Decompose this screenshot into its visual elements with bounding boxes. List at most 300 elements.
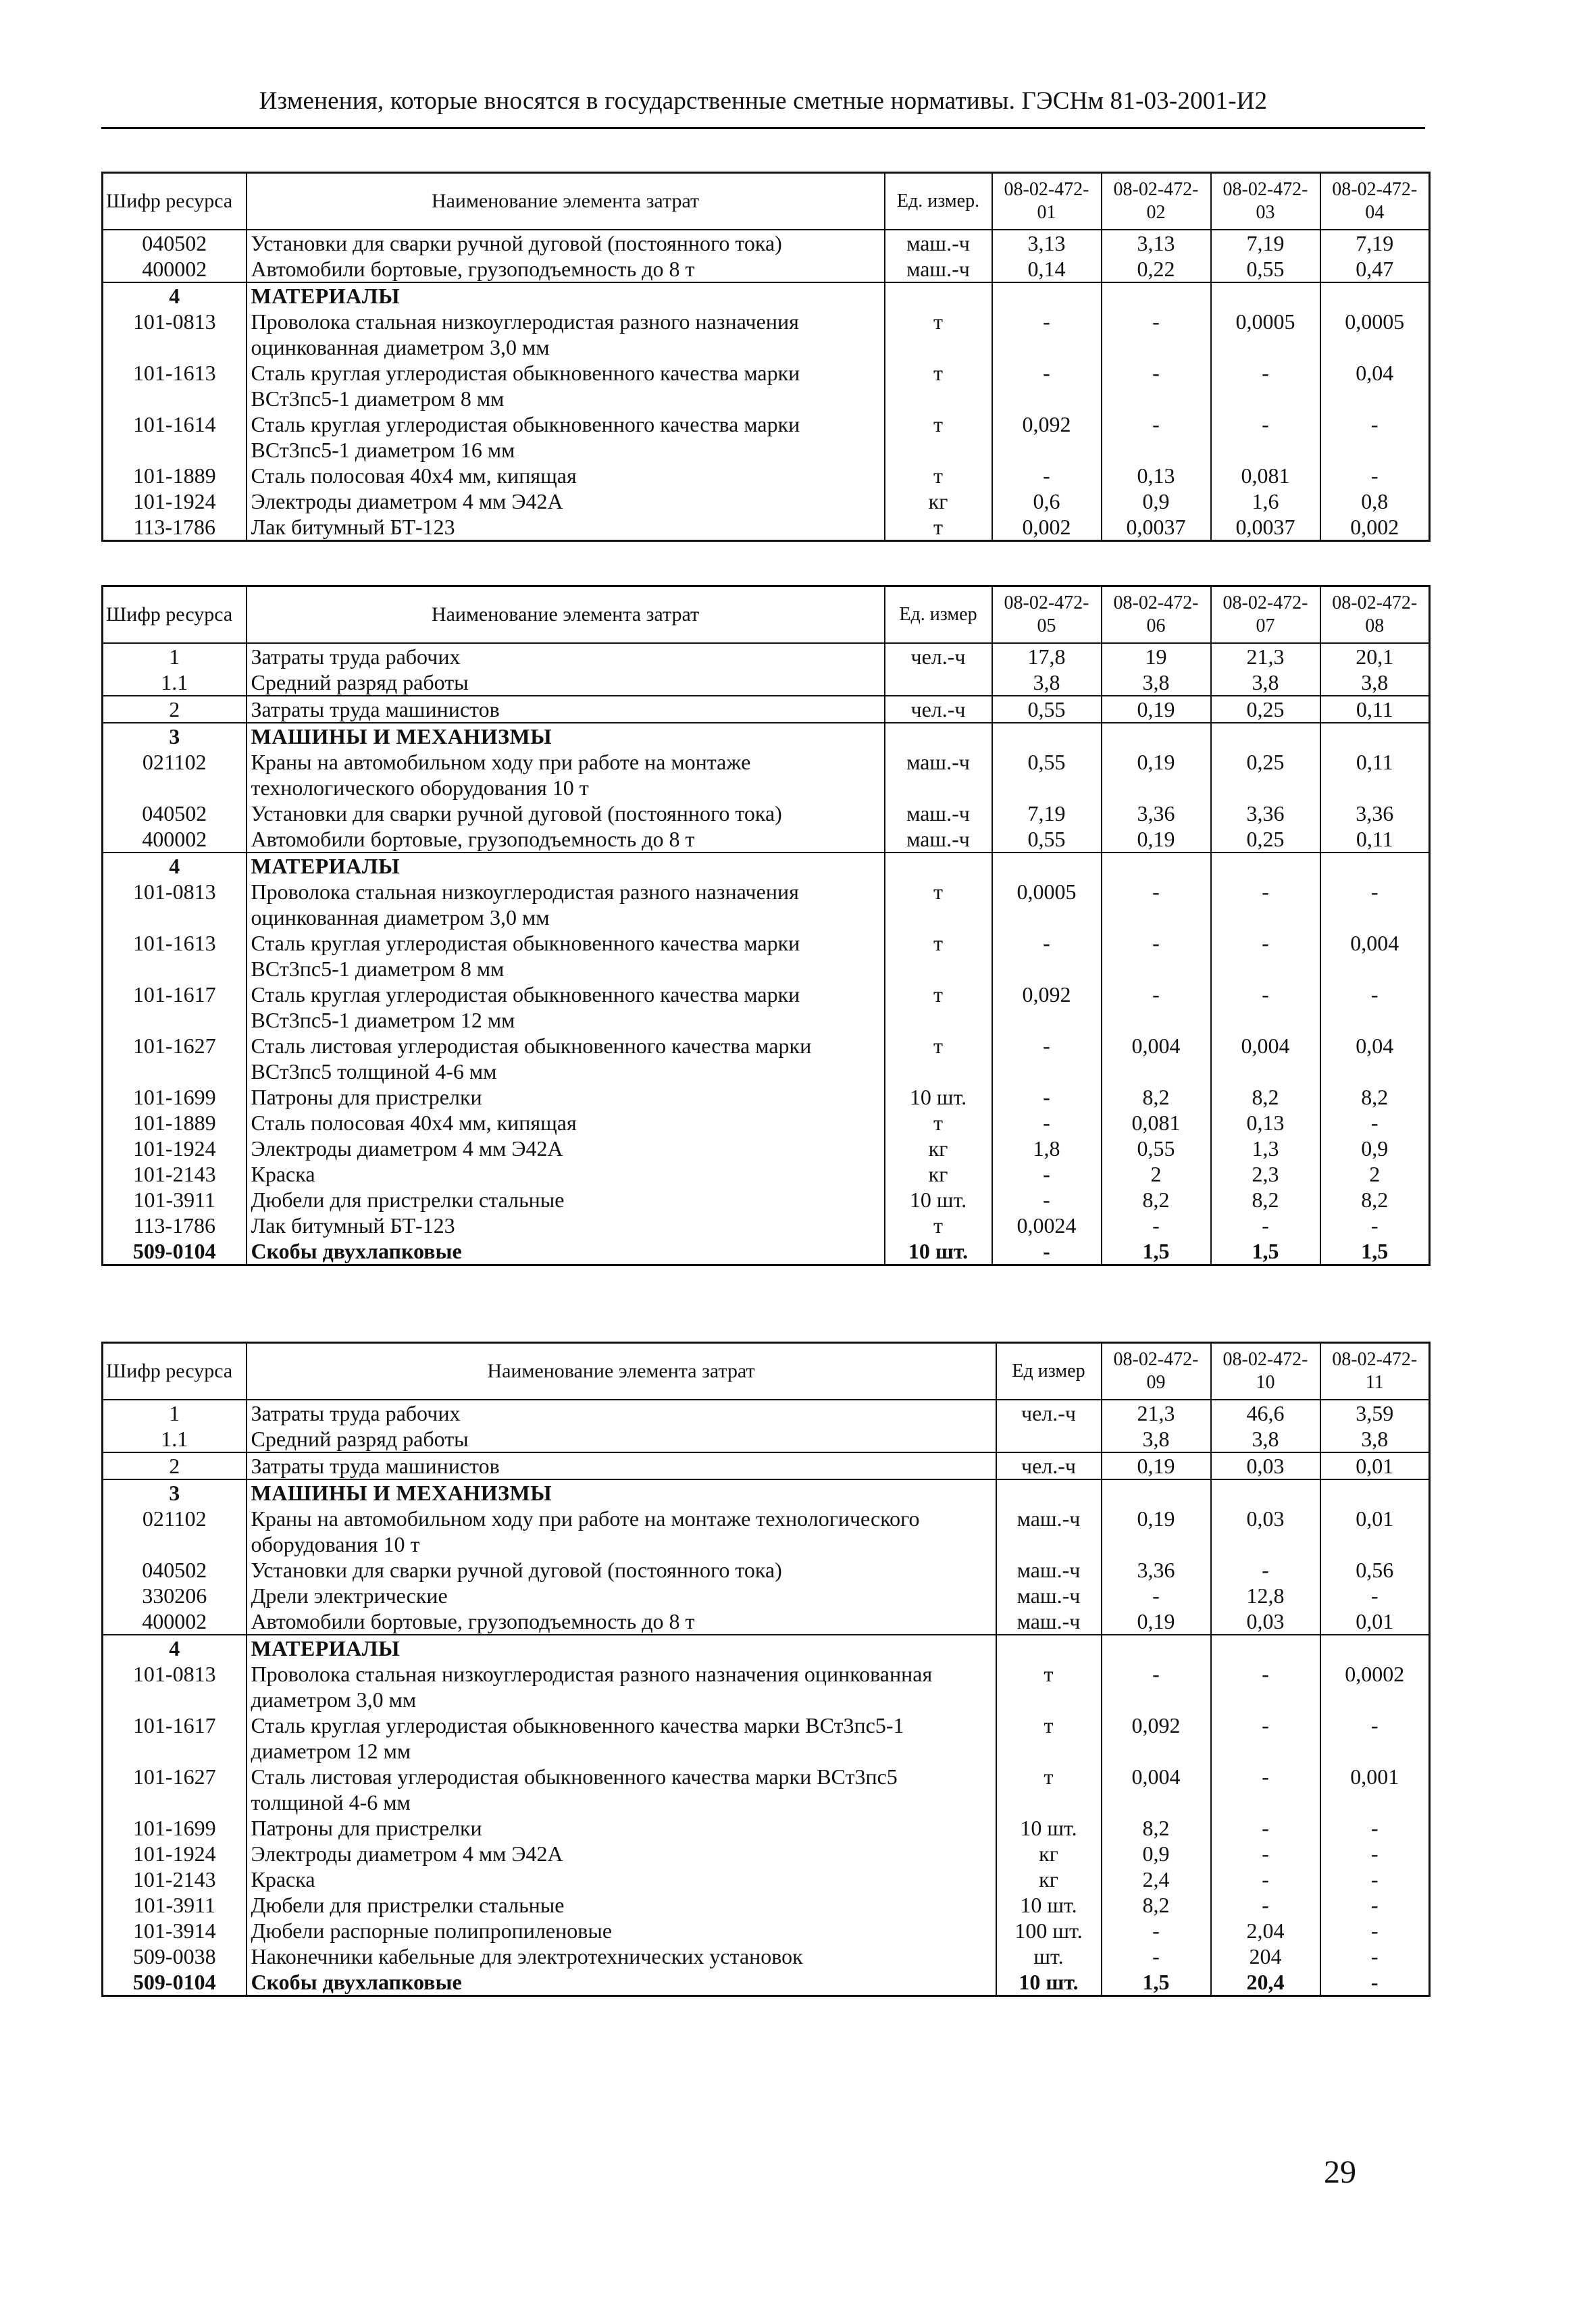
- header-col: 08-02-472-10: [1211, 1343, 1320, 1400]
- cell-code: 4: [103, 1635, 247, 1661]
- cell-value: 0,0005: [1320, 309, 1430, 360]
- table-row: [103, 488, 1430, 514]
- cell-value: 0,9: [1102, 488, 1211, 514]
- cell-value: 3,8: [1102, 1426, 1211, 1452]
- cell-code: 101-1889: [103, 1110, 247, 1136]
- table-row: [103, 696, 1430, 723]
- cell-code: 101-1924: [103, 488, 247, 514]
- header-name: Наименование элемента затрат: [247, 1343, 996, 1400]
- cell-value: 7,19: [1211, 230, 1320, 256]
- table-row: [103, 826, 1430, 853]
- cell-unit: маш.-ч: [996, 1506, 1102, 1557]
- cell-name: Проволока стальная низкоуглеродистая разного назначения оцинкованная диаметром 3,0 мм: [247, 309, 885, 360]
- cell-value: 1,6: [1211, 488, 1320, 514]
- cell-unit: чел.-ч: [885, 696, 992, 723]
- cell-value: -: [1102, 1583, 1211, 1608]
- cell-name: Затраты труда машинистов: [247, 696, 885, 723]
- cell-unit: маш.-ч: [885, 230, 992, 256]
- table-row: [103, 1506, 1430, 1557]
- cell-unit: 10 шт.: [885, 1187, 992, 1213]
- cell-value: 1,3: [1211, 1136, 1320, 1161]
- cell-value: 0,004: [1102, 1033, 1211, 1084]
- cell-value: 8,2: [1102, 1187, 1211, 1213]
- table-row: [103, 1815, 1430, 1841]
- cell-name: Сталь полосовая 40х4 мм, кипящая: [247, 463, 885, 488]
- cell-name: Патроны для пристрелки: [247, 1084, 885, 1110]
- header-unit: Ед. измер: [885, 586, 992, 644]
- cell-value: 3,8: [1102, 669, 1211, 696]
- cell-value: -: [1211, 1661, 1320, 1712]
- cell-code: 1: [103, 1400, 247, 1426]
- cell-value: 0,11: [1320, 826, 1430, 853]
- cell-value: 8,2: [1320, 1187, 1430, 1213]
- cell-unit: маш.-ч: [885, 256, 992, 282]
- cell-unit: т: [885, 1110, 992, 1136]
- cell-value: 0,19: [1102, 696, 1211, 723]
- cell-value: 0,03: [1211, 1608, 1320, 1635]
- cell-code: 1.1: [103, 1426, 247, 1452]
- table-row: [103, 360, 1430, 411]
- cell-value: -: [1102, 1661, 1211, 1712]
- cell-unit: [996, 1426, 1102, 1452]
- cell-value: 0,0005: [1211, 309, 1320, 360]
- table-row: [103, 1661, 1430, 1712]
- cell-value: 8,2: [1102, 1892, 1211, 1918]
- table-row: [103, 1400, 1430, 1426]
- cell-value: 0,081: [1102, 1110, 1211, 1136]
- cell-value: 0,092: [992, 411, 1102, 463]
- cell-value: -: [1320, 1892, 1430, 1918]
- cell-value: -: [1320, 1969, 1430, 1996]
- cell-value: -: [1211, 1841, 1320, 1866]
- cell-value: [1211, 853, 1320, 879]
- cell-value: 12,8: [1211, 1583, 1320, 1608]
- cell-value: 1,5: [1211, 1238, 1320, 1265]
- cell-value: [992, 853, 1102, 879]
- cell-code: 509-0038: [103, 1943, 247, 1969]
- cell-value: 0,56: [1320, 1557, 1430, 1583]
- section-row: [103, 723, 1430, 749]
- cell-name: Краны на автомобильном ходу при работе на монтаже технологического оборудования 10 т: [247, 1506, 996, 1557]
- cell-value: 8,2: [1211, 1187, 1320, 1213]
- cell-value: 0,11: [1320, 749, 1430, 800]
- cell-value: 1,5: [1102, 1969, 1211, 1996]
- table-row: [103, 1426, 1430, 1452]
- cell-code: 040502: [103, 800, 247, 826]
- cell-value: 0,002: [992, 514, 1102, 541]
- cell-unit: [885, 282, 992, 309]
- table-row: [103, 1110, 1430, 1136]
- cell-code: 101-1627: [103, 1764, 247, 1815]
- cell-value: -: [1102, 411, 1211, 463]
- cell-code: 101-1617: [103, 1712, 247, 1764]
- cell-code: 021102: [103, 749, 247, 800]
- cell-value: -: [1102, 879, 1211, 930]
- cell-value: [1102, 1635, 1211, 1661]
- cell-unit: кг: [996, 1866, 1102, 1892]
- header-col: 08-02-472-09: [1102, 1343, 1211, 1400]
- cell-unit: т: [885, 360, 992, 411]
- section-row: [103, 853, 1430, 879]
- cell-unit: маш.-ч: [885, 749, 992, 800]
- cell-code: 509-0104: [103, 1969, 247, 1996]
- cell-value: -: [1320, 1110, 1430, 1136]
- cell-value: -: [1211, 411, 1320, 463]
- cell-code: 101-1627: [103, 1033, 247, 1084]
- cell-code: 101-1889: [103, 463, 247, 488]
- header-col: 08-02-472-01: [992, 173, 1102, 230]
- cell-value: 7,19: [1320, 230, 1430, 256]
- cell-unit: маш.-ч: [996, 1608, 1102, 1635]
- cell-code: 101-1699: [103, 1815, 247, 1841]
- table-row: [103, 1918, 1430, 1943]
- table-row: [103, 1161, 1430, 1187]
- cell-name: Проволока стальная низкоуглеродистая разного назначения оцинкованная диаметром 3,0 мм: [247, 879, 885, 930]
- section-title: МАШИНЫ И МЕХАНИЗМЫ: [247, 723, 885, 749]
- cell-value: -: [992, 1033, 1102, 1084]
- cell-value: [992, 723, 1102, 749]
- cell-unit: т: [996, 1661, 1102, 1712]
- cell-value: 1,5: [1102, 1238, 1211, 1265]
- cell-value: 0,25: [1211, 696, 1320, 723]
- cell-name: Затраты труда рабочих: [247, 643, 885, 669]
- cell-value: 0,081: [1211, 463, 1320, 488]
- page-number: 29: [1324, 2154, 1356, 2190]
- table-row: [103, 1608, 1430, 1635]
- table-row: [103, 643, 1430, 669]
- table-row: [103, 1841, 1430, 1866]
- cell-value: 0,25: [1211, 826, 1320, 853]
- cell-value: -: [1320, 879, 1430, 930]
- cell-value: -: [1102, 930, 1211, 982]
- cell-value: 0,04: [1320, 360, 1430, 411]
- cell-value: 2,04: [1211, 1918, 1320, 1943]
- cell-code: 101-3911: [103, 1187, 247, 1213]
- cell-name: Сталь круглая углеродистая обыкновенного качества марки ВСт3пс5-1 диаметром 12 мм: [247, 1712, 996, 1764]
- cell-value: 20,4: [1211, 1969, 1320, 1996]
- cell-unit: [885, 723, 992, 749]
- cell-value: 0,55: [992, 826, 1102, 853]
- cell-value: [1102, 1479, 1211, 1506]
- cell-name: Затраты труда рабочих: [247, 1400, 996, 1426]
- cell-value: -: [1211, 1213, 1320, 1238]
- table-row: [103, 1892, 1430, 1918]
- table-row: [103, 1238, 1430, 1265]
- cell-code: 113-1786: [103, 1213, 247, 1238]
- cell-value: -: [1320, 982, 1430, 1033]
- header-col: 08-02-472-11: [1320, 1343, 1430, 1400]
- cell-value: 3,36: [1320, 800, 1430, 826]
- cell-value: [1211, 1635, 1320, 1661]
- table-row: [103, 749, 1430, 800]
- cell-value: [1211, 282, 1320, 309]
- cell-unit: 10 шт.: [996, 1969, 1102, 1996]
- cell-value: 3,8: [1320, 1426, 1430, 1452]
- cell-value: -: [1102, 309, 1211, 360]
- cell-value: -: [1102, 1213, 1211, 1238]
- cell-value: -: [1320, 1866, 1430, 1892]
- cell-value: 0,19: [1102, 1608, 1211, 1635]
- cell-value: 0,0002: [1320, 1661, 1430, 1712]
- cell-value: 0,9: [1102, 1841, 1211, 1866]
- cell-value: -: [1320, 1712, 1430, 1764]
- table-row: [103, 309, 1430, 360]
- cell-code: 400002: [103, 826, 247, 853]
- cell-value: [1102, 282, 1211, 309]
- cell-value: 2,3: [1211, 1161, 1320, 1187]
- cell-value: 0,0024: [992, 1213, 1102, 1238]
- cell-value: 0,004: [1102, 1764, 1211, 1815]
- cell-value: 1,5: [1320, 1238, 1430, 1265]
- section-row: [103, 1479, 1430, 1506]
- section-title: МАТЕРИАЛЫ: [247, 282, 885, 309]
- cell-value: 19: [1102, 643, 1211, 669]
- cell-value: 3,13: [992, 230, 1102, 256]
- cell-value: 3,13: [1102, 230, 1211, 256]
- cell-value: 0,55: [1102, 1136, 1211, 1161]
- cell-value: 2: [1320, 1161, 1430, 1187]
- cell-unit: маш.-ч: [885, 800, 992, 826]
- cell-value: -: [1211, 879, 1320, 930]
- cell-unit: 10 шт.: [885, 1084, 992, 1110]
- cell-unit: [996, 1635, 1102, 1661]
- resource-table-1: [101, 172, 1431, 542]
- table-row: [103, 1136, 1430, 1161]
- resource-table-2: [101, 585, 1431, 1266]
- cell-code: 101-0813: [103, 1661, 247, 1712]
- cell-value: 0,03: [1211, 1506, 1320, 1557]
- cell-value: 8,2: [1102, 1815, 1211, 1841]
- cell-value: -: [1320, 1841, 1430, 1866]
- cell-value: [1320, 723, 1430, 749]
- cell-value: 21,3: [1102, 1400, 1211, 1426]
- cell-value: 0,0037: [1211, 514, 1320, 541]
- table-row: [103, 1943, 1430, 1969]
- cell-value: 8,2: [1102, 1084, 1211, 1110]
- cell-code: 101-1617: [103, 982, 247, 1033]
- cell-value: -: [1320, 1943, 1430, 1969]
- cell-name: Сталь листовая углеродистая обыкновенного качества марки ВСт3пс5 толщиной 4-6 мм: [247, 1764, 996, 1815]
- cell-value: 204: [1211, 1943, 1320, 1969]
- cell-name: Автомобили бортовые, грузоподъемность до 8 т: [247, 1608, 996, 1635]
- cell-value: 0,22: [1102, 256, 1211, 282]
- cell-name: Средний разряд работы: [247, 1426, 996, 1452]
- cell-name: Сталь круглая углеродистая обыкновенного качества марки ВСт3пс5-1 диаметром 8 мм: [247, 360, 885, 411]
- cell-value: -: [992, 1238, 1102, 1265]
- table-header-row: [103, 1343, 1430, 1400]
- cell-unit: т: [885, 930, 992, 982]
- header-code: Шифр ресурса: [103, 173, 247, 230]
- cell-value: -: [992, 1110, 1102, 1136]
- cell-value: 0,004: [1320, 930, 1430, 982]
- cell-unit: т: [885, 514, 992, 541]
- table-row: [103, 1583, 1430, 1608]
- table-row: [103, 411, 1430, 463]
- cell-unit: т: [885, 879, 992, 930]
- cell-code: 101-0813: [103, 879, 247, 930]
- cell-value: 21,3: [1211, 643, 1320, 669]
- cell-value: -: [1211, 1815, 1320, 1841]
- cell-code: 101-1924: [103, 1136, 247, 1161]
- cell-value: -: [1320, 1213, 1430, 1238]
- cell-code: 1.1: [103, 669, 247, 696]
- table-row: [103, 669, 1430, 696]
- cell-value: [1211, 723, 1320, 749]
- cell-value: 0,55: [1211, 256, 1320, 282]
- cell-value: 0,55: [992, 696, 1102, 723]
- cell-name: Электроды диаметром 4 мм Э42А: [247, 488, 885, 514]
- cell-code: 3: [103, 1479, 247, 1506]
- cell-unit: 100 шт.: [996, 1918, 1102, 1943]
- cell-name: Автомобили бортовые, грузоподъемность до 8 т: [247, 826, 885, 853]
- cell-value: 3,59: [1320, 1400, 1430, 1426]
- cell-unit: маш.-ч: [996, 1583, 1102, 1608]
- cell-code: 101-1699: [103, 1084, 247, 1110]
- cell-code: 021102: [103, 1506, 247, 1557]
- cell-name: Средний разряд работы: [247, 669, 885, 696]
- cell-value: 0,004: [1211, 1033, 1320, 1084]
- cell-value: -: [992, 930, 1102, 982]
- cell-name: Затраты труда машинистов: [247, 1452, 996, 1479]
- cell-unit: т: [885, 463, 992, 488]
- cell-value: -: [1211, 930, 1320, 982]
- cell-name: Патроны для пристрелки: [247, 1815, 996, 1841]
- cell-unit: т: [885, 309, 992, 360]
- cell-value: 3,36: [1102, 1557, 1211, 1583]
- cell-unit: чел.-ч: [996, 1400, 1102, 1426]
- cell-unit: кг: [996, 1841, 1102, 1866]
- cell-unit: чел.-ч: [996, 1452, 1102, 1479]
- cell-value: -: [992, 360, 1102, 411]
- cell-unit: [996, 1479, 1102, 1506]
- cell-value: 8,2: [1211, 1084, 1320, 1110]
- cell-value: -: [1102, 1943, 1211, 1969]
- cell-value: 0,002: [1320, 514, 1430, 541]
- header-unit: Ед измер: [996, 1343, 1102, 1400]
- cell-value: -: [1211, 1712, 1320, 1764]
- cell-code: 101-1924: [103, 1841, 247, 1866]
- cell-name: Дюбели для пристрелки стальные: [247, 1187, 885, 1213]
- cell-value: 8,2: [1320, 1084, 1430, 1110]
- cell-name: Сталь листовая углеродистая обыкновенного качества марки ВСт3пс5 толщиной 4-6 мм: [247, 1033, 885, 1084]
- cell-name: Установки для сварки ручной дуговой (постоянного тока): [247, 800, 885, 826]
- cell-unit: т: [996, 1764, 1102, 1815]
- cell-value: 3,8: [1320, 669, 1430, 696]
- resource-table-3: [101, 1342, 1431, 1997]
- cell-value: -: [992, 1161, 1102, 1187]
- cell-code: 101-2143: [103, 1161, 247, 1187]
- cell-code: 509-0104: [103, 1238, 247, 1265]
- cell-code: 4: [103, 282, 247, 309]
- cell-name: Проволока стальная низкоуглеродистая разного назначения оцинкованная диаметром 3,0 мм: [247, 1661, 996, 1712]
- cell-value: 0,8: [1320, 488, 1430, 514]
- cell-value: 46,6: [1211, 1400, 1320, 1426]
- cell-name: Скобы двухлапковые: [247, 1969, 996, 1996]
- table-row: [103, 514, 1430, 541]
- cell-unit: т: [885, 1213, 992, 1238]
- cell-value: -: [1211, 360, 1320, 411]
- cell-value: 0,0037: [1102, 514, 1211, 541]
- cell-value: 0,11: [1320, 696, 1430, 723]
- cell-value: 0,47: [1320, 256, 1430, 282]
- header-code: Шифр ресурса: [103, 586, 247, 644]
- cell-code: 330206: [103, 1583, 247, 1608]
- cell-value: 0,01: [1320, 1506, 1430, 1557]
- cell-code: 4: [103, 853, 247, 879]
- header-name: Наименование элемента затрат: [247, 173, 885, 230]
- cell-value: [1102, 723, 1211, 749]
- page-header-title: Изменения, которые вносятся в государственные сметные нормативы. ГЭСНм 81-03-2001-И2: [259, 87, 1268, 115]
- cell-unit: кг: [885, 1161, 992, 1187]
- cell-name: Дюбели для пристрелки стальные: [247, 1892, 996, 1918]
- cell-value: -: [1320, 1583, 1430, 1608]
- cell-unit: маш.-ч: [885, 826, 992, 853]
- cell-unit: 10 шт.: [996, 1892, 1102, 1918]
- cell-value: -: [992, 309, 1102, 360]
- cell-value: 0,6: [992, 488, 1102, 514]
- table-row: [103, 1187, 1430, 1213]
- cell-value: 0,0005: [992, 879, 1102, 930]
- header-col: 08-02-472-04: [1320, 173, 1430, 230]
- cell-code: 101-2143: [103, 1866, 247, 1892]
- cell-value: 3,8: [1211, 1426, 1320, 1452]
- table-row: [103, 800, 1430, 826]
- cell-value: -: [1320, 1815, 1430, 1841]
- cell-value: 20,1: [1320, 643, 1430, 669]
- cell-value: 3,8: [1211, 669, 1320, 696]
- header-name: Наименование элемента затрат: [247, 586, 885, 644]
- section-title: МАШИНЫ И МЕХАНИЗМЫ: [247, 1479, 996, 1506]
- table-row: [103, 1213, 1430, 1238]
- table-row: [103, 930, 1430, 982]
- table-row: [103, 1969, 1430, 1996]
- table-row: [103, 1033, 1430, 1084]
- cell-value: -: [1211, 982, 1320, 1033]
- table-row: [103, 879, 1430, 930]
- cell-value: 3,36: [1102, 800, 1211, 826]
- cell-value: [1211, 1479, 1320, 1506]
- cell-value: 0,25: [1211, 749, 1320, 800]
- cell-value: [1320, 1635, 1430, 1661]
- cell-code: 400002: [103, 256, 247, 282]
- cell-name: Скобы двухлапковые: [247, 1238, 885, 1265]
- header-col: 08-02-472-05: [992, 586, 1102, 644]
- header-col: 08-02-472-06: [1102, 586, 1211, 644]
- cell-value: 0,092: [1102, 1712, 1211, 1764]
- cell-code: 101-1613: [103, 360, 247, 411]
- cell-unit: т: [885, 411, 992, 463]
- cell-value: [1102, 853, 1211, 879]
- header-col: 08-02-472-02: [1102, 173, 1211, 230]
- cell-value: -: [1320, 1918, 1430, 1943]
- cell-value: 2: [1102, 1161, 1211, 1187]
- cell-value: -: [1211, 1866, 1320, 1892]
- cell-unit: 10 шт.: [885, 1238, 992, 1265]
- cell-value: 17,8: [992, 643, 1102, 669]
- cell-code: 1: [103, 643, 247, 669]
- table-row: [103, 463, 1430, 488]
- cell-value: -: [1102, 360, 1211, 411]
- cell-value: 2,4: [1102, 1866, 1211, 1892]
- cell-value: [992, 282, 1102, 309]
- cell-code: 2: [103, 1452, 247, 1479]
- cell-value: 0,14: [992, 256, 1102, 282]
- cell-code: 040502: [103, 230, 247, 256]
- cell-name: Сталь круглая углеродистая обыкновенного качества марки ВСт3пс5-1 диаметром 12 мм: [247, 982, 885, 1033]
- cell-code: 2: [103, 696, 247, 723]
- cell-value: 0,9: [1320, 1136, 1430, 1161]
- cell-name: Сталь полосовая 40х4 мм, кипящая: [247, 1110, 885, 1136]
